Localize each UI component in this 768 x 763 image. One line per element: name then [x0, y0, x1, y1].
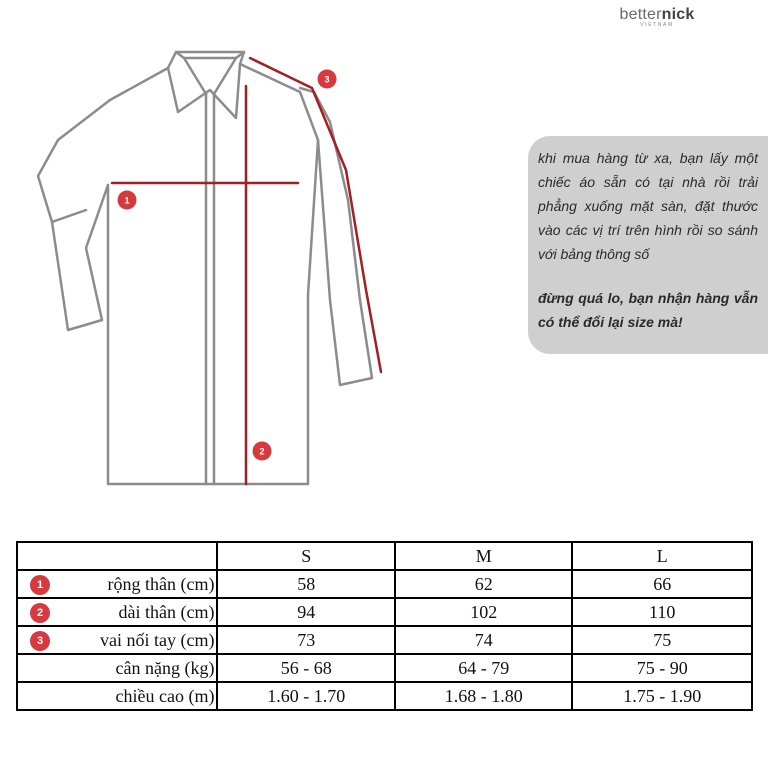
marker-3	[318, 70, 337, 89]
table-cell: 75 - 90	[572, 654, 752, 682]
table-cell: 66	[572, 570, 752, 598]
svg-text:2: 2	[259, 446, 265, 457]
row-label: chiều cao (m)	[17, 682, 217, 710]
table-row	[17, 682, 752, 710]
brand-name: betternick	[619, 6, 695, 23]
header-size-l: L	[572, 542, 752, 570]
table-cell: 102	[395, 598, 573, 626]
size-table-header	[17, 542, 752, 570]
table-cell: 74	[395, 626, 573, 654]
row-marker-3: 3	[30, 631, 50, 651]
measurement-lines	[112, 58, 381, 484]
row-marker-2: 2	[30, 603, 50, 623]
svg-text:3: 3	[324, 74, 330, 85]
shirt-outline	[38, 52, 372, 484]
measure-line-sleeve	[250, 58, 381, 372]
table-row	[17, 598, 752, 626]
table-cell: 1.68 - 1.80	[395, 682, 573, 710]
header-size-s: S	[217, 542, 395, 570]
instruction-text: khi mua hàng từ xa, bạn lấy một chiếc áo sẵn có tại nhà rồi trải phẳng xuống mặt sàn, đặt thước vào các vị trí trên hình rồi so sánh với bảng thông số	[538, 150, 758, 262]
table-row	[17, 626, 752, 654]
table-cell: 73	[217, 626, 395, 654]
size-table	[16, 541, 753, 711]
table-cell: 75	[572, 626, 752, 654]
row-label: cân nặng (kg)	[17, 654, 217, 682]
table-cell: 94	[217, 598, 395, 626]
row-marker-1: 1	[30, 575, 50, 595]
header-size-m: M	[395, 542, 573, 570]
table-cell: 58	[217, 570, 395, 598]
table-cell: 110	[572, 598, 752, 626]
marker-2	[253, 442, 272, 461]
header-cell	[17, 542, 217, 570]
row-label: 3 vai nối tay (cm)	[17, 626, 217, 654]
brand-subtitle: VIETNAM	[640, 22, 674, 28]
table-cell: 1.60 - 1.70	[217, 682, 395, 710]
table-cell: 62	[395, 570, 573, 598]
instruction-highlight: đừng quá lo, bạn nhận hàng vẫn có thể đổi lại size mà!	[538, 290, 758, 330]
svg-text:1: 1	[124, 195, 130, 206]
table-cell: 1.75 - 1.90	[572, 682, 752, 710]
table-row	[17, 654, 752, 682]
row-label: 2 dài thân (cm)	[17, 598, 217, 626]
row-label: 1 rộng thân (cm)	[17, 570, 217, 598]
table-cell: 56 - 68	[217, 654, 395, 682]
marker-1	[118, 191, 137, 210]
table-row	[17, 570, 752, 598]
instruction-bubble	[528, 136, 768, 354]
table-cell: 64 - 79	[395, 654, 573, 682]
